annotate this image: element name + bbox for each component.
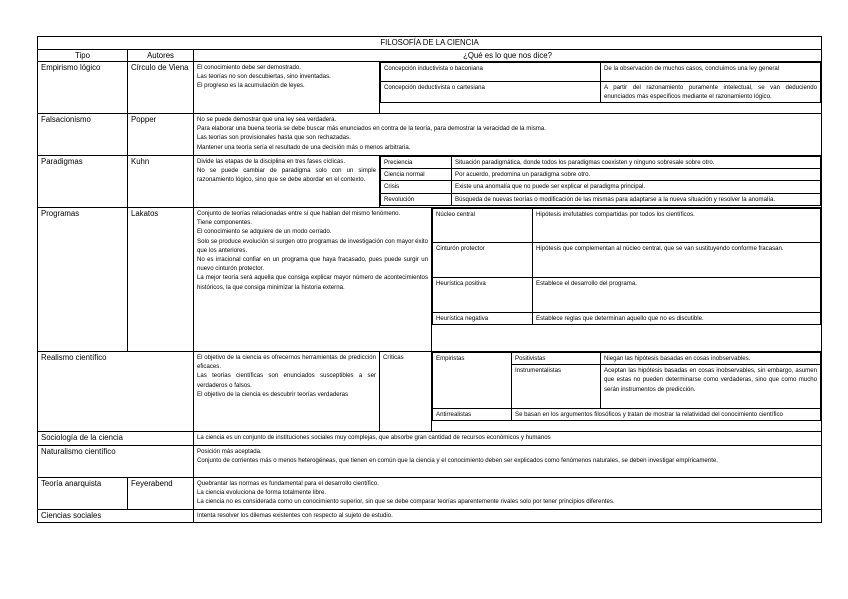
title-row [38,37,822,50]
header-tipo: Tipo [38,49,128,62]
empirismo-subtable [380,62,821,103]
philosophy-of-science-table [37,36,822,523]
fase-desc: Búsqueda de nuevas teorías o modificación de las mismas para adaptarse a la nueva situación y resolver la anomalía. [452,193,821,205]
concepcion-label: Concepción deductivista o cartesiana [381,82,601,103]
tipo-programas: Programas [38,208,128,352]
tipo-sociologia: Sociología de la ciencia [38,432,194,446]
fase-label: Ciencia normal [381,169,452,181]
critica-row [433,353,821,365]
fase-label: Preciencia [381,157,452,169]
concepcion-label: Concepción inductivista o baconiana [381,63,601,82]
programas-line: Conjunto de teorías relacionadas entre sí que hablan del mismo fenómeno. [197,210,401,217]
desc-paradigmas [194,156,380,208]
desc-anarquista [194,477,822,509]
componente-desc: Establece reglas que determinan aquello que no es discutible. [533,313,821,325]
realismo-line: El objetivo de la ciencia es ofrecernos herramientas de predicción eficaces. [197,354,376,371]
fase-row [381,169,821,181]
row-anarquista [38,477,822,509]
programas-line: La mejor teoría será aquella que consiga explicar mayor número de acontecimientos históricos, la que consiga minimizar la historia externa. [197,274,428,291]
tipo-realismo: Realismo científico [38,352,194,432]
desc-sociologia: La ciencia es un conjunto de instituciones sociales muy complejas, que absorbe gran cantidad de recursos económicos y humanos [194,432,822,446]
naturalismo-line: Posición más aceptada. [197,447,262,455]
componente-label: Heurística negativa [433,313,533,325]
programas-componentes [432,208,822,352]
desc-programas [194,208,432,352]
paradigmas-line: No se puede cambiar de paradigma solo con un simple razonamiento lógico, sino que se debe abordar en el contexto. [197,167,376,184]
tipo-naturalismo: Naturalismo científico [38,445,194,477]
row-realismo [38,352,822,432]
fase-desc: Por acuerdo, predomina un paradigma sobre otro. [452,169,821,181]
empirismo-concepciones [380,62,822,114]
empiristas-label: Empiristas [433,353,512,409]
instrumentalistas-desc: Aceptan las hipótesis basadas en cosas inobservables, sin embargo, asumen que estas no pueden determinarse como verdaderas, sino que como mucho serán instrumentos de predicción. [601,365,821,409]
fase-row [381,181,821,193]
paradigmas-fases [380,156,822,208]
naturalismo-line: Conjunto de corrientes más o menos heterogéneas, que tienen en común que la ciencia y el conocimiento deben ser explicados como fenómenos naturales, se deben investigar empíricamente. [197,456,718,464]
header-row [38,49,822,62]
header-dice: ¿Qué es lo que nos dice? [194,49,822,62]
falsacionismo-line: Las teorías son provisionales hasta que son rechazadas. [197,134,351,142]
programas-subtable [432,208,821,325]
fase-desc: Existe una anomalía que no puede ser explicar el paradigma principal. [452,181,821,193]
tipo-sociales: Ciencias sociales [38,509,194,523]
row-sociologia [38,432,822,446]
autor-programas: Lakatos [128,208,194,352]
componente-row [433,278,821,313]
desc-falsacionismo [194,114,822,156]
realismo-criticas: Críticas [380,352,432,432]
concepcion-desc: A partir del razonamiento puramente intelectual, se van deduciendo enunciados más específicos mediante el razonamiento lógico. [601,82,821,103]
programas-line: Tiene componentes. [197,219,252,227]
programas-line: No es irracional confiar en un programa que haya fracasado, pues puede surgir un nuevo cinturón protector. [197,256,428,273]
instrumentalistas-label: Instrumentalistas [512,365,601,409]
componente-label: Núcleo central [433,209,533,243]
anarquista-line: Quebrantar las normas es fundamental para el desarrollo científico. [197,479,379,487]
row-naturalismo [38,445,822,477]
componente-desc: Hipótesis que complementan al núcleo central, que se van sustituyendo conforme fracasan. [533,243,821,278]
desc-empirismo [194,62,380,114]
autor-paradigmas: Kuhn [128,156,194,208]
fase-row [381,193,821,205]
positivistas-label: Positivistas [512,353,601,365]
componente-desc: Hipótesis irrefutables compartidas por todos los científicos. [533,209,821,243]
realismo-line: Las teorías científicas son enunciados susceptibles a ser verdaderos o falsos. [197,372,376,389]
falsacionismo-line: Mantener una teoría sería el resultado de una decisión más o menos arbitraria. [197,143,411,151]
componente-row [433,243,821,278]
row-empirismo [38,62,822,114]
realismo-line: El objetivo de la ciencia es descubrir teorías verdaderas [197,390,349,398]
row-sociales [38,509,822,523]
concepcion-row [381,63,821,82]
fase-label: Crisis [381,181,452,193]
header-autores: Autores [128,49,194,62]
row-paradigmas [38,156,822,208]
table-title: FILOSOFÍA DE LA CIENCIA [38,37,822,50]
componente-row [433,313,821,325]
componente-row [433,209,821,243]
tipo-falsacionismo: Falsacionismo [38,114,128,156]
desc-naturalismo [194,445,822,477]
realismo-criticas-detalle [432,352,822,432]
positivistas-desc: Niegan las hipótesis basadas en cosas inobservables. [601,353,821,365]
antirrealistas-label: Antirrealistas [433,409,512,421]
desc-sociales: Intenta resolver los dilemas existentes con respecto al sujeto de estudio. [194,509,822,523]
paradigmas-subtable [380,156,821,206]
critica-row [433,409,821,421]
anarquista-line: La ciencia evoluciona de forma totalmente libre. [197,488,327,496]
antirrealistas-desc: Se basan en los argumentos filosóficos y tratan de mostrar la relatividad del conocimiento científico [512,409,821,421]
fase-desc: Situación paradigmática, donde todos los paradigmas coexisten y ninguno sobresale sobre otro. [452,157,821,169]
autor-falsacionismo: Popper [128,114,194,156]
fase-row [381,157,821,169]
tipo-paradigmas: Paradigmas [38,156,128,208]
programas-line: El conocimiento se adquiere de un modo cerrado. [197,228,332,236]
paradigmas-line: Divide las etapas de la disciplina en tres fases cíclicas. [197,158,346,165]
componente-label: Heurística positiva [433,278,533,313]
falsacionismo-line: Para elaborar una buena teoría se debe buscar más enunciados en contra de la teoría, para demostrar la veracidad de la misma. [197,125,546,133]
autor-anarquista: Feyerabend [128,477,194,509]
row-falsacionismo [38,114,822,156]
empirismo-line: El conocimiento debe ser demostrado. [197,64,301,71]
empirismo-line: El progreso es la acumulación de leyes. [197,82,305,90]
row-programas [38,208,822,352]
tipo-anarquista: Teoría anarquista [38,477,128,509]
concepcion-row [381,82,821,103]
concepcion-desc: De la observación de muchos casos, concluimos una ley general [601,63,821,82]
componente-desc: Establece el desarrollo del programa. [533,278,821,313]
realismo-subtable [432,352,821,421]
anarquista-line: La ciencia no es considerada como un conocimiento superior, sin que se debe comparar teorías aparentemente rivales solo por tener principios diferentes. [197,498,615,505]
falsacionismo-line: No se puede demostrar que una ley sea verdadera. [197,116,337,123]
empirismo-line: Las teorías no son descubiertas, sino inventadas. [197,73,331,81]
tipo-empirismo: Empirismo lógico [38,62,128,114]
autor-empirismo: Círculo de Viena [128,62,194,114]
programas-line: Solo se produce evolución si surgen otro programas de investigación con mayor éxito que los anteriores. [197,237,429,254]
desc-realismo [194,352,380,432]
componente-label: Cinturón protector [433,243,533,278]
fase-label: Revolución [381,193,452,205]
